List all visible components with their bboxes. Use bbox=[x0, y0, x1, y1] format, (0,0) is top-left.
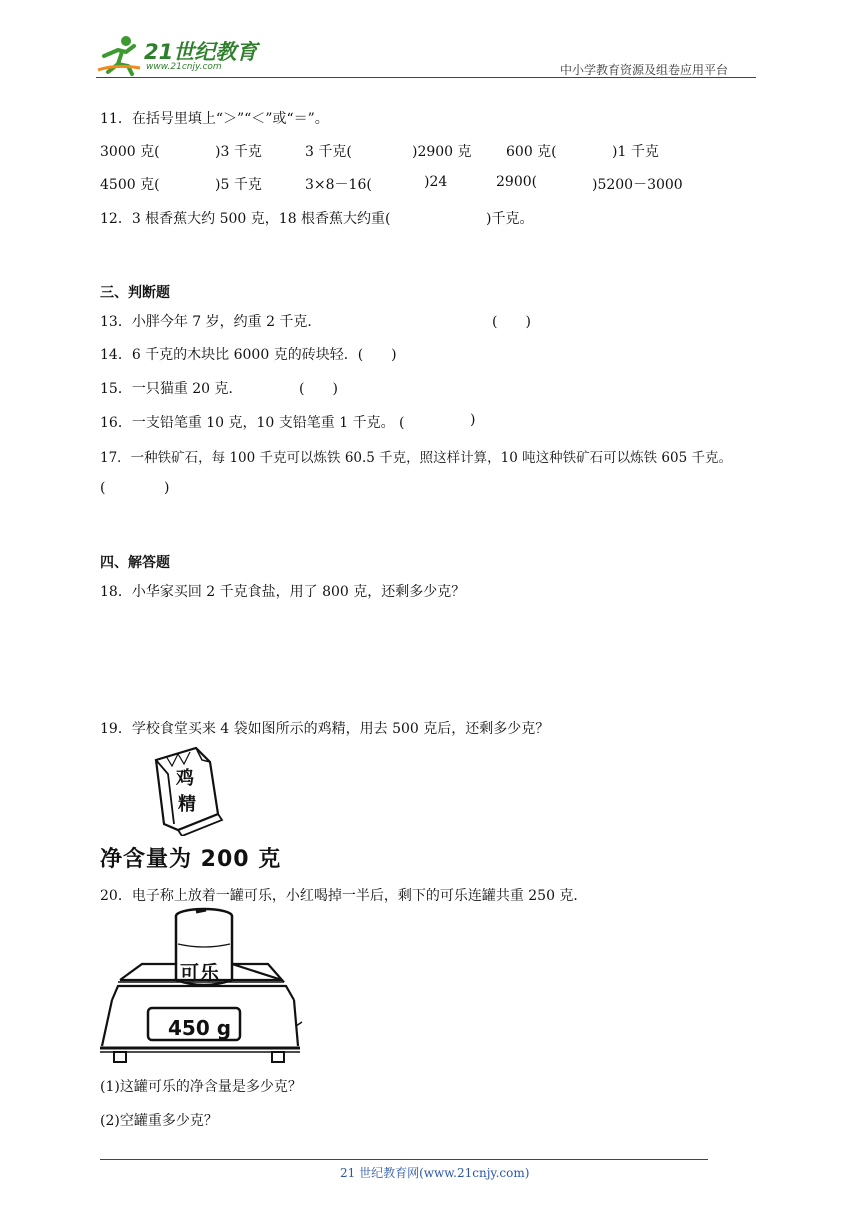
section-3-heading: 三、判断题 bbox=[100, 285, 170, 301]
q11-r2-b: )5 千克 bbox=[215, 177, 262, 193]
q15-text: 15．一只猫重 20 克． bbox=[100, 381, 243, 397]
bag-caption: 净含量为 200 克 bbox=[100, 847, 282, 872]
site-logo bbox=[96, 34, 266, 76]
q11-r1-d: )2900 克 bbox=[412, 144, 472, 160]
q15-answer-paren[interactable]: ( ) bbox=[299, 381, 338, 397]
header-divider bbox=[96, 77, 756, 78]
q16-text: 16．一支铅笔重 10 克，10 支铅笔重 1 千克。 ( bbox=[100, 415, 405, 431]
q19-text: 19．学校食堂买来 4 袋如图所示的鸡精，用去 500 克后，还剩多少克？ bbox=[100, 721, 550, 737]
q11-r1-a: 3000 克( bbox=[100, 144, 160, 160]
q17-text: 17．一种铁矿石，每 100 千克可以炼铁 60.5 千克，照这样计算，10 吨这种铁矿石可以炼铁 605 千克。 bbox=[100, 450, 732, 466]
q11-r1-e: 600 克( bbox=[506, 144, 557, 160]
q20-sub1: (1)这罐可乐的净含量是多少克？ bbox=[100, 1079, 302, 1095]
q17-answer-open[interactable]: ( bbox=[100, 480, 106, 496]
q17-answer-close[interactable]: ) bbox=[164, 480, 170, 496]
q20-sub2: (2)空罐重多少克？ bbox=[100, 1113, 218, 1129]
q11-r2-a: 4500 克( bbox=[100, 177, 160, 193]
q11-r1-c: 3 千克( bbox=[305, 144, 352, 160]
q14-text: 14．6 千克的木块比 6000 克的砖块轻．( ) bbox=[100, 347, 397, 363]
bag-label-1: 鸡 bbox=[176, 768, 194, 789]
q18-text: 18．小华家买回 2 千克食盐，用了 800 克，还剩多少克？ bbox=[100, 584, 466, 600]
q16-answer-close[interactable]: ) bbox=[470, 412, 476, 428]
q12-text-end: )千克。 bbox=[486, 211, 534, 227]
bag-label-2: 精 bbox=[178, 794, 196, 815]
logo-url: www.21cnjy.com bbox=[146, 62, 222, 72]
q11-r1-b: )3 千克 bbox=[215, 144, 262, 160]
q13-answer-paren[interactable]: ( ) bbox=[492, 314, 531, 330]
q11-r2-e: 2900( bbox=[496, 174, 538, 190]
scale-reading: 450 g bbox=[168, 1016, 232, 1040]
scale-figure bbox=[98, 904, 308, 1066]
footer-text[interactable]: 21 世纪教育网(www.21cnjy.com) bbox=[340, 1166, 530, 1180]
q11-r2-c: 3×8－16( bbox=[305, 177, 372, 193]
section-4-heading: 四、解答题 bbox=[100, 555, 170, 571]
q11-title: 11．在括号里填上“＞”“＜”或“＝”。 bbox=[100, 111, 329, 127]
q11-r1-f: )1 千克 bbox=[612, 144, 659, 160]
footer-divider bbox=[100, 1159, 708, 1160]
runner-icon bbox=[96, 34, 144, 76]
scale-with-can-icon bbox=[98, 904, 308, 1066]
can-label: 可乐 bbox=[180, 962, 221, 984]
q13-text: 13．小胖今年 7 岁，约重 2 千克． bbox=[100, 314, 322, 330]
q12-text: 12．3 根香蕉大约 500 克，18 根香蕉大约重( bbox=[100, 211, 391, 227]
logo-text: 21世纪教育 bbox=[144, 40, 258, 64]
header-right-title: 中小学教育资源及组卷应用平台 bbox=[560, 63, 729, 77]
q11-r2-f: )5200－3000 bbox=[592, 177, 683, 193]
q11-r2-d: )24 bbox=[424, 174, 448, 190]
seasoning-bag-figure bbox=[138, 744, 238, 836]
q20-text: 20．电子称上放着一罐可乐，小红喝掉一半后，剩下的可乐连罐共重 250 克． bbox=[100, 888, 588, 904]
